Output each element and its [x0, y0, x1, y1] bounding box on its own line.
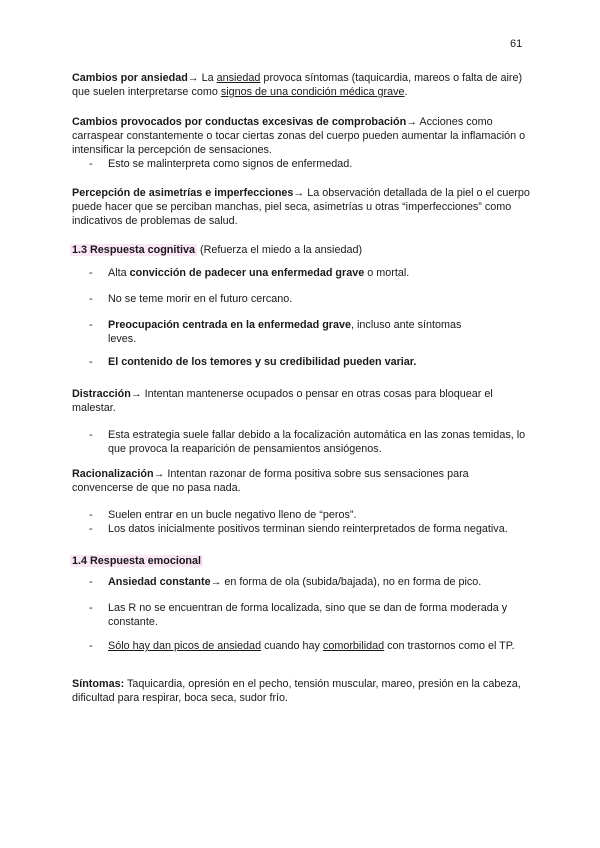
text-fragment: o mortal.	[364, 267, 410, 279]
paragraph-asimetrias	[72, 186, 532, 228]
term-cambios-ansiedad: Cambios por ansiedad	[72, 72, 188, 84]
list-item-text: Esto se malinterpreta como signos de enfermedad.	[108, 158, 353, 170]
text-fragment: con trastornos como el TP.	[384, 640, 515, 652]
list-item	[72, 508, 532, 522]
term-racionalizacion: Racionalización	[72, 468, 154, 480]
bullet-dash: -	[89, 429, 93, 441]
arrow: →	[153, 468, 165, 480]
list	[72, 508, 532, 536]
arrow: →	[187, 72, 199, 84]
bullet-dash: -	[89, 158, 93, 170]
bullet-dash: -	[89, 640, 93, 652]
section-1-4	[72, 554, 532, 568]
paragraph-cambios-comprobacion	[72, 115, 532, 171]
text-fragment: , incluso ante síntomas leves.	[108, 319, 462, 345]
page-number: 61	[510, 38, 523, 50]
paragraph-racionalizacion	[72, 467, 532, 495]
list-item	[72, 639, 532, 653]
section-note: (Refuerza el miedo a la ansiedad)	[197, 244, 363, 256]
term-asimetrias: Percepción de asimetrías e imperfecciones	[72, 187, 294, 199]
underlined-ansiedad: ansiedad	[216, 72, 261, 84]
term-sintomas: Síntomas:	[72, 678, 125, 690]
bullet-dash: -	[89, 293, 93, 305]
text-fragment: Intentan mantenerse ocupados o pensar en otras cosas para bloquear el malestar.	[72, 388, 493, 414]
bold-fragment: convicción de padecer una enfermedad grave	[129, 267, 365, 279]
bullet-dash: -	[89, 319, 93, 331]
section-heading-1-4: 1.4 Respuesta emocional	[72, 555, 202, 567]
text-fragment: Acciones como carraspear constantemente o tocar ciertas zonas del cuerpo pueden aumentar la inflamación o intensificar la percepción de sensaciones.	[72, 116, 526, 156]
list-item	[72, 575, 532, 589]
list-item	[72, 601, 532, 629]
arrow: →	[130, 388, 142, 400]
list-item	[72, 266, 532, 280]
list-item-text: No se teme morir en el futuro cercano.	[108, 293, 293, 305]
bullet-dash: -	[89, 523, 93, 535]
list-item-text: Suelen entrar en un bucle negativo lleno de “peros”.	[108, 509, 357, 521]
bold-fragment: Preocupación centrada en la enfermedad grave	[108, 319, 352, 331]
list-item-text: Esta estrategia suele fallar debido a la focalización automática en las zonas temidas, lo que provoca la reaparición de pensamientos ansiógenos.	[108, 429, 526, 455]
list-item	[72, 522, 532, 536]
bullet-dash: -	[89, 602, 93, 614]
list-item	[72, 157, 532, 171]
list-item-text: Los datos inicialmente positivos terminan siendo reinterpretados de forma negativa.	[108, 523, 508, 535]
paragraph-distraccion	[72, 387, 532, 415]
underlined-condicion: signos de una condición médica grave	[220, 86, 405, 98]
arrow: →	[406, 116, 417, 128]
list-item	[72, 318, 492, 346]
text-fragment: .	[404, 86, 408, 98]
list-item-text: Las R no se encuentran de forma localizada, sino que se dan de forma moderada y constante.	[108, 602, 508, 628]
text-fragment: La observación detallada de la piel o el cuerpo puede hacer que se perciban manchas, piel seca, asimetrías u otras “imperfecciones” como indicativos de problemas de salud.	[72, 187, 530, 227]
bold-fragment: El contenido de los temores y su credibilidad pueden variar.	[108, 356, 417, 368]
text-fragment: Taquicardia, opresión en el pecho, tensión muscular, mareo, presión en la cabeza, dificultad para respirar, boca seca, sudor frío.	[72, 678, 521, 704]
text-fragment: La	[198, 72, 217, 84]
term-distraccion: Distracción	[72, 388, 131, 400]
list-item	[72, 292, 532, 306]
bullet-dash: -	[89, 356, 93, 368]
bullet-dash: -	[89, 509, 93, 521]
section-heading-1-3: 1.3 Respuesta cognitiva	[72, 244, 196, 256]
text-fragment: provoca síntomas (taquicardia, mareos o falta de aire) que suelen interpretarse como	[72, 72, 523, 98]
underlined-fragment: Sólo hay dan picos de ansiedad	[108, 640, 262, 652]
bullet-dash: -	[89, 267, 93, 279]
list-item	[72, 428, 532, 456]
term-cambios-comprobacion: Cambios provocados por conductas excesivas de comprobación	[72, 116, 407, 128]
text-fragment: Alta	[108, 267, 130, 279]
list-item	[72, 355, 532, 369]
text-fragment: Intentan razonar de forma positiva sobre sus sensaciones para convencerse de que no pasa nada.	[72, 468, 469, 494]
arrow: →	[293, 187, 305, 199]
text-fragment: cuando hay	[261, 640, 323, 652]
section-1-3	[72, 243, 532, 257]
bold-fragment: Ansiedad constante	[108, 576, 211, 588]
paragraph-cambios-ansiedad	[72, 71, 532, 99]
paragraph-sintomas	[72, 677, 532, 705]
text-fragment: en forma de ola (subida/bajada), no en forma de pico.	[221, 576, 482, 588]
underlined-fragment: comorbilidad	[322, 640, 385, 652]
bullet-dash: -	[89, 576, 93, 588]
arrow: →	[210, 576, 222, 588]
